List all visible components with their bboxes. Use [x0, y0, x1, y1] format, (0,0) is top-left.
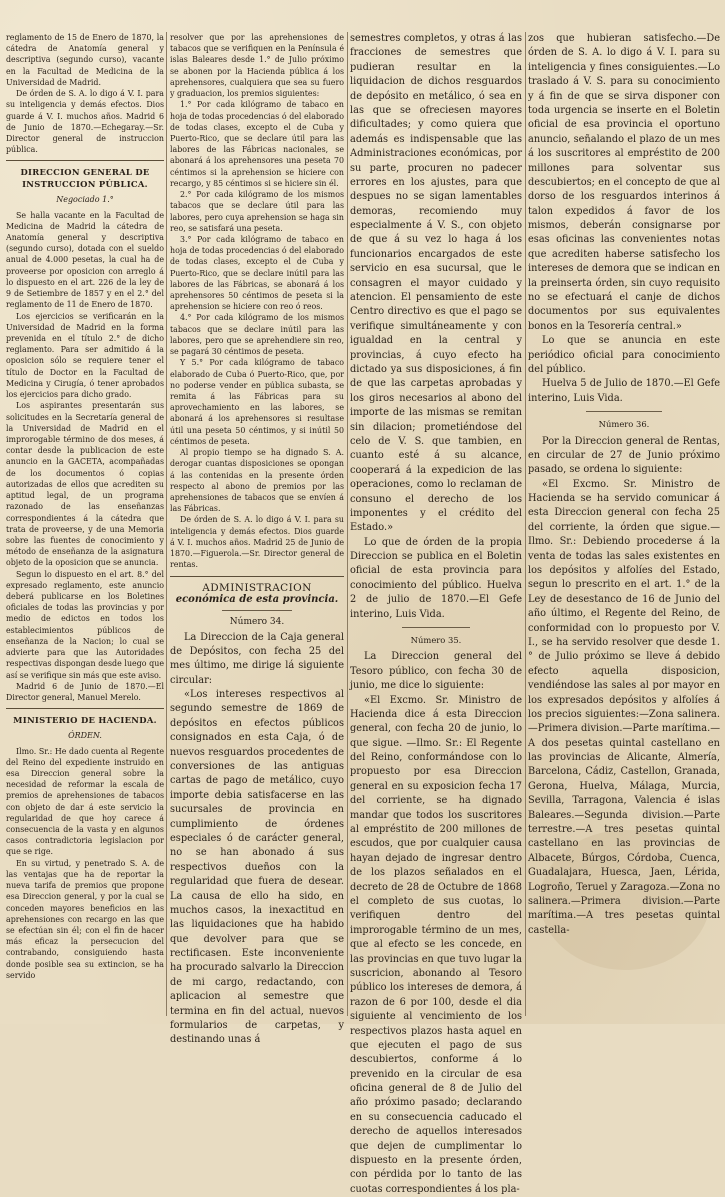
paragraph: Ilmo. Sr.: He dado cuenta al Regente del Reino del expediente instruido en esa Direccion general sobre la necesidad de reformar la escala de premios de aprehensiones de tabacos con objeto de dar á este servicio la regularidad de que hoy carece á consecuencia de la vasta y en algunos casos contradictoria legislacion por que se rige.	[6, 746, 164, 857]
column-1	[6, 32, 164, 1022]
paragraph: «Los intereses respectivos al segundo semestre de 1869 de depósitos en efectos públicos consignados en esta Caja, ó de nuevos resguardos procedentes de conversiones de las antiguas cartas de pago de metálico, cuyo importe debia satisfacerse en las sucursales de provincia en cumplimiento de órdenes especiales ó de carácter general, no se han abonado á sus respectivos dueños con la regularidad que fuera de desear. La causa de ello ha sido, en muchos casos, la inexactitud en las liquidaciones que ha habido que devolver para que se rectificasen. Este inconveniente ha procurado salvarlo la Direccion de mi cargo, redactando, con aplicacion al semestre que termina en fin del actual, nuevos formularios de carpetas, y destinando unas á	[170, 689, 344, 1046]
paragraph: Lo que se anuncia en este periódico oficial para conocimiento del público.	[528, 335, 720, 375]
column-3	[350, 32, 522, 1195]
paragraph: Huelva 5 de Julio de 1870.—El Gefe interino, Luis Vida.	[528, 378, 720, 404]
paragraph: La Direccion de la Caja general de Depósitos, con fecha 25 del mes último, me dirige lá siguiente circular:	[170, 631, 344, 686]
paragraph: «El Excmo. Sr. Ministro de Hacienda se ha servido comunicar á esta Direccion general con fecha 25 del corriente, la órden que sigue.—Ilmo. Sr.: Debiendo procederse á la venta de todas las sales existentes en los depósitos y alfolíes del Estado, segun lo prescrito en el art. 1.° de la Ley de desestanco de 16 de Junio del año último, el Regente del Reino, de conformidad con lo propuesto por V. I., se ha servido resolver que desde 1.° de Julio próximo se lleve á debido efecto aquella disposicion, vendiéndose las sales al por mayor en los expresados depósitos y alfolíes á los precios siguientes:—Zona salinera.—Primera division.—Parte marítima.—A dos pesetas quintal castellano en las provincias de Alicante, Almería, Barcelona, Cádiz, Castellon, Granada, Gerona, Huelva, Málaga, Murcia, Sevilla, Tarragona, Valencia é islas Baleares.—Segunda division.—Parte terrestre.—A tres pesetas quintal castellano en las provincias de Albacete, Búrgos, Córdoba, Cuenca, Guadalajara, Huesca, Jaen, Lérida, Logroño, Teruel y Zaragoza.—Zona no salinera.—Primera division.—Parte marítima.—A tres pesetas quintal castella-	[528, 478, 720, 936]
column-rule	[525, 32, 526, 1016]
section-divider	[6, 708, 164, 709]
paragraph: En su virtud, y penetrado S. A. de las ventajas que ha de reportar la nueva tarifa de premios que propone esa Direccion general, y por la cual se conceden mayores beneficios en las aprehensiones con recargo en las que se efectúan sin él; con el fin de hacer más eficaz la persecucion del contrabando, consiguiendo hasta donde posible sea su extincion, se ha servido	[6, 858, 164, 980]
paragraph: Al propio tiempo se ha dignado S. A. derogar cuantas disposiciones se opongan á las contenidas en la presente órden respecto al abono de premios por las aprehensiones de tabacos que se envíen á las Fábricas.	[170, 448, 344, 514]
column-4	[528, 32, 720, 1022]
section-heading: ADMINISTRACION	[202, 581, 312, 594]
paragraph: La Direccion general del Tesoro público, con fecha 30 de junio, me dice lo siguiente:	[350, 651, 522, 692]
paragraph: reglamento de 15 de Enero de 1870, la cátedra de Anatomía general y descriptiva (segundo curso), vacante en la Facultad de Medicina de la Universidad de Madrid.	[6, 33, 164, 87]
paragraph: zos que hubieran satisfecho.—De órden de S. A. lo digo á V. I. para su inteligencia y fines consiguientes.—Lo traslado á V. S. para su conocimiento y á fin de que se sirva disponer con toda urgencia se inserte en el Boletin oficial de esa provincia el oportuno anuncio, señalando el plazo de un mes á los suscritores al empréstito de 200 millones para solventar sus descubiertos; en el concepto de que al dorso de los resguardos interinos á talon expedidos á favor de los mismos, deberán consignarse por esas oficinas las convenientes notas que acrediten haberse satisfecho los intereses de demora que se indican en la preinserta órden, sin cuyo requisito no se efectuará el canje de dichos documentos por sus equivalentes bonos en la Tesorería central.»	[528, 33, 720, 332]
section-divider	[6, 160, 164, 161]
paragraph: Los aspirantes presentarán sus solicitudes en la Secretaría general de la Universidad de Madrid en el improrogable término de dos meses, á contar desde la publicacion de este anuncio en la GACETA, acompañadas de los documentos ó copias autorizadas de ellos que acrediten su aptitud legal, de un programa razonado de las enseñanzas correspondientes á la cátedra que trata de proveerse, y de una Memoria sobre las fuentes de conocimiento y método de enseñanza de la asignatura objeto de la oposicion que se anuncia.	[6, 401, 164, 568]
paragraph: resolver que por las aprehensiones de tabacos que se verifiquen en la Península é islas Baleares desde 1.° de Julio próximo se abonen por la Hacienda pública á los aprehensores, cualquiera que sea su fuero y graduacion, los premios siguientes:	[170, 33, 344, 99]
notice-number: Número 35.	[410, 635, 462, 646]
short-rule	[222, 610, 292, 611]
paragraph: Lo que de órden de la propia Direccion se publica en el Boletin oficial de esta provincia para conocimiento del público. Huelva 2 de julio de 1870.—El Gefe interino, Luis Vida.	[350, 536, 522, 620]
short-rule	[586, 411, 663, 412]
paragraph: Y 5.° Por cada kilógramo de tabaco elaborado de Cuba ó Puerto-Rico, que, por no poderse vender en pública subasta, se remita á las Fábricas para su aprovechamiento en las labores, se abonará á los aprehensores si resultase útil una peseta 50 céntimos, y si inútil 50 céntimos de peseta.	[170, 358, 344, 446]
paragraph: Los ejercicios se verificarán en la Universidad de Madrid en la forma prevenida en el título 2.° de dicho reglamento. Para ser admitido á la oposicion sólo se requiere tener el título de Doctor en la Facultad de Medicina y Cirugía, ó tener aprobados los ejercicios para dicho grado.	[6, 311, 164, 400]
short-rule	[402, 627, 471, 628]
paragraph: «El Excmo. Sr. Ministro de Hacienda dice á esta Direccion general, con fecha 20 de junio, lo que sigue. —Ilmo. Sr.: El Regente del Reino, conformándose con lo propuesto por esa Direccion general en su exposicion fecha 17 del corriente, se ha dignado mandar que todos los suscritores al empréstito de 200 millones de escudos, que por cualquier causa hayan dejado de ingresar dentro de los plazos señalados en el decreto de 28 de Octubre de 1868 el completo de sus cuotas, lo verifiquen dentro del improrogable término de un mes, que al efecto se les concede, en las provincias en que tuvo lugar la suscricion, abonando al Tesoro público los intereses de demora, á razon de 6 por 100, desde el dia siguiente al vencimiento de los respectivos plazos hasta aquel en que ejecuten el pago de sus descubiertos, conforme á lo prevenido en la circular de esa oficina general de 8 de Julio del año próximo pasado; declarando en su consecuencia caducado el derecho de aquellos interesados que dejen de cumplimentar lo dispuesto en la presente órden, con pérdida por lo tanto de las cuotas correspondientes á los pla-	[350, 694, 522, 1195]
section-divider	[170, 576, 344, 577]
paragraph: Se halla vacante en la Facultad de Medicina de Madrid la cátedra de Anatomía general y descriptiva (segundo curso), dotada con el sueldo anual de 4.000 pesetas, la cual ha de proveerse por oposicion con arreglo á lo dispuesto en el art. 226 de la ley de 9 de Setiembre de 1857 y en el 2.° del reglamento de 11 de Enero de 1870.	[6, 210, 164, 310]
paragraph: 2.° Por cada kilógramo de los mismos tabacos que se declare útil para las labores, pero cuya aprehension se haga sin reo, se satisfará una peseta.	[170, 190, 344, 233]
section-heading: DIRECCION GENERAL DE INSTRUCCION PÚBLICA.	[20, 167, 150, 190]
notice-number: Número 36.	[598, 419, 650, 430]
column-rule	[347, 32, 348, 1016]
column-rule	[166, 32, 167, 1016]
paragraph: Madrid 6 de Junio de 1870.—El Director general, Manuel Merelo.	[6, 681, 164, 703]
section-heading: MINISTERIO DE HACIENDA.	[13, 715, 157, 726]
notice-number: Número 34.	[229, 616, 285, 627]
paragraph: De órden de S. A. lo digo á V. I. para su inteligencia y demás efectos. Dios guarde á V. I. muchos años. Madrid 6 de Junio de 1870.—Echegaray.—Sr. Director general de instruccion pública.	[6, 89, 164, 155]
paragraph: semestres completos, y otras á las fracciones de semestres que pudieran resultar en la liquidacion de dichos resguardos de depósito en metálico, ó sea en las que se ofreciesen mayores dificultades; y como quiera que además es indispensable que las Administraciones económicas, por su parte, procuren no padecer errores en los ajustes, para que despues no se sigan lamentables demoras, recomiendo muy especialmente á V. S., con objeto de que á su vez lo haga á los funcionarios encargados de este servicio en esa sucursal, que le consagren el mayor cuidado y atencion. El pensamiento de este Centro directivo es que el pago se verifique simultáneamente y con igualdad en la central y provincias, á cuyo efecto ha dictado ya sus disposiciones, á fin de que las carpetas aprobadas y los giros necesarios al abono del importe de las mismas se remitan sin dilacion; prometiéndose del celo de V. S. que tambien, en cuanto esté á su alcance, cooperará á la expedicion de las operaciones, como lo reclaman de consuno el derecho de los imponentes y el crédito del Estado.»	[350, 33, 522, 534]
section-subheading: ÓRDEN.	[68, 731, 102, 741]
paragraph: De órden de S. A. lo digo á V. I. para su inteligencia y demás efectos. Dios guarde á V. I. muchos años. Madrid 25 de Junio de 1870.—Figuerola.—Sr. Director general de rentas.	[170, 515, 344, 570]
paragraph: Por la Direccion general de Rentas, en circular de 27 de Junio próximo pasado, se ordena lo siguiente:	[528, 435, 720, 476]
paragraph: 3.° Por cada kilógramo de tabaco en hoja de todas procedencias ó del elaborado de todas clases, excepto el de Cuba y Puerto-Rico, que se declare inútil para las labores de las Fábricas, se abonará á los aprehensores 50 céntimos de peseta si la aprehension se hiciere con reo ó reos.	[170, 234, 344, 312]
column-2	[170, 32, 344, 1046]
paragraph: Segun lo dispuesto en el art. 8.° del expresado reglamento, este anuncio deberá publicarse en los Boletines oficiales de todas las provincias y por medio de edictos en todos los establecimientos públicos de enseñanza de la Nacion; lo cual se advierte para que las Autoridades respectivas dispongan desde luego que así se verifique sin más que este aviso.	[6, 569, 164, 680]
paragraph: 1.° Por cada kilógramo de tabaco en hoja de todas procedencias ó del elaborado de todas clases, excepto el de Cuba y Puerto-Rico, que se declare útil para las labores de las Fábricas nacionales, se abonará á los aprehensores una peseta 70 céntimos si la aprehension se hiciere con recargo, y 85 céntimos si se hiciere sin él.	[170, 100, 344, 188]
paragraph: 4.° Por cada kilógramo de los mismos tabacos que se declare inútil para las labores, pero que se aprehendiere sin reo, se pagará 30 céntimos de peseta.	[170, 313, 344, 357]
section-subheading: Negociado 1.°	[56, 195, 114, 205]
section-subheading: económica de esta provincia.	[175, 593, 339, 605]
